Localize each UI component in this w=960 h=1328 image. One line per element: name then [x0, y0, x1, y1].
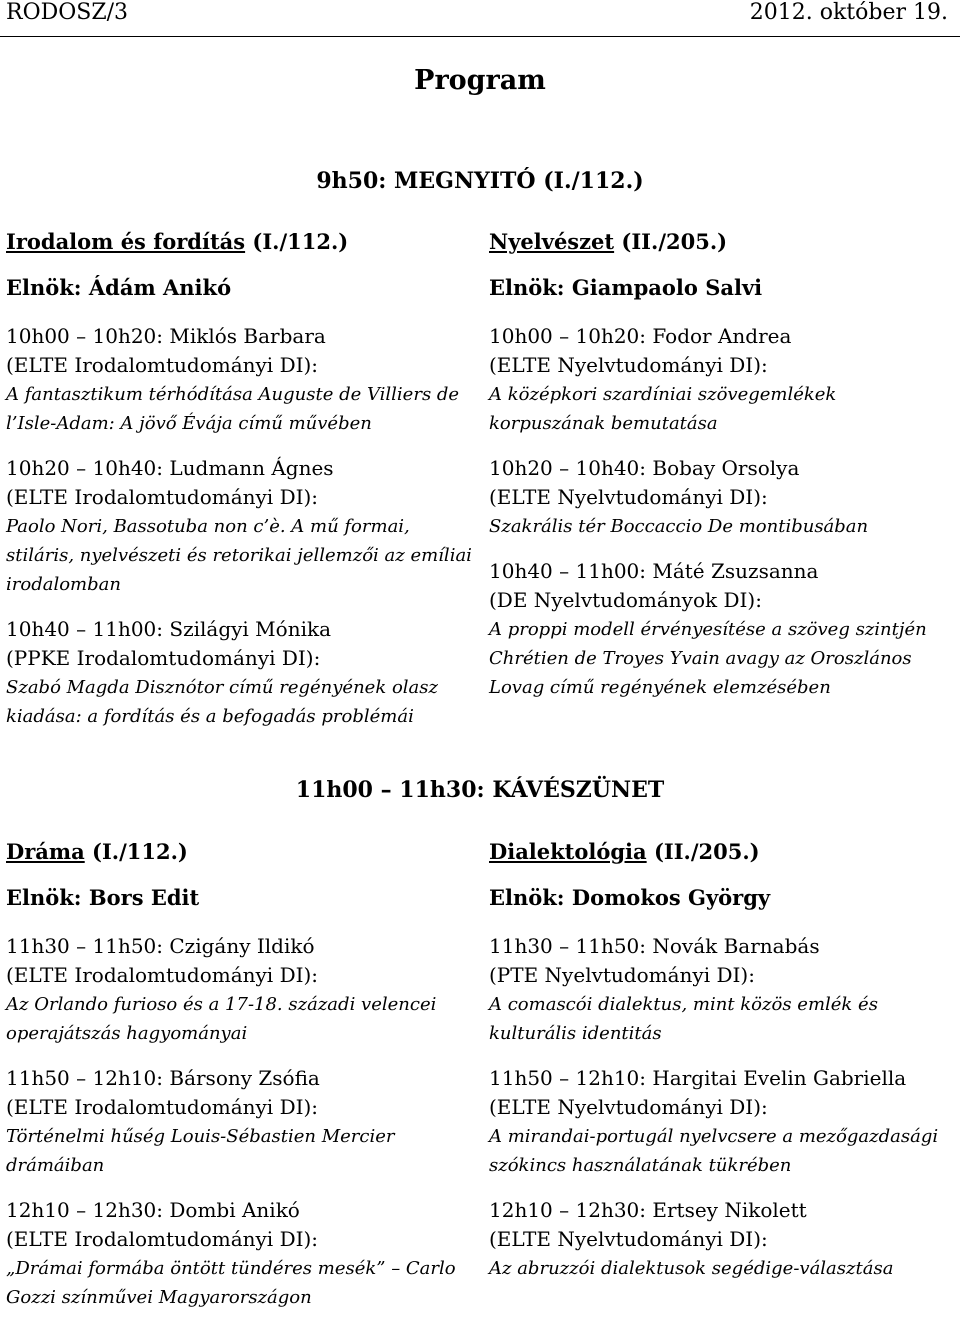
talk-title-line: A mirandai-portugál nyelvcsere a mezőgazdasági: [489, 1126, 939, 1147]
talk-time-speaker: 10h20 – 10h40: Bobay Orsolya: [489, 456, 800, 480]
talk-title-line: irodalomban: [6, 574, 121, 595]
talk-affiliation: (PTE Nyelvtudományi DI):: [489, 963, 755, 987]
talk-title-line: Gozzi színművei Magyarországon: [6, 1287, 312, 1308]
session-irodalom: [6, 230, 476, 747]
talk: [489, 1196, 959, 1283]
session-dialektologia: [489, 840, 959, 1299]
session-heading: [6, 230, 476, 276]
talk-affiliation: (DE Nyelvtudományok DI):: [489, 588, 762, 612]
talk: [489, 454, 959, 541]
header-left: RODOSZ/3: [6, 0, 129, 25]
talk-title-line: Az Orlando furioso és a 17-18. századi velencei: [6, 994, 437, 1015]
talk-title-line: l’Isle-Adam: A jövő Évája című művében: [6, 413, 372, 434]
talk-title-line: A fantasztikum térhódítása Auguste de Villiers de: [6, 384, 460, 405]
talk-time-speaker: 11h50 – 12h10: Bársony Zsófia: [6, 1066, 320, 1090]
talk: [6, 615, 476, 731]
talk-affiliation: (PPKE Irodalomtudományi DI):: [6, 646, 321, 670]
talk-title-line: A comascói dialektus, mint közös emlék és: [489, 994, 878, 1015]
session-heading: [6, 840, 476, 886]
session-room: (I./112.): [84, 839, 188, 864]
talk-title-line: kiadása: a fordítás és a befogadás problémái: [6, 706, 414, 727]
talk-title-line: drámáiban: [6, 1155, 105, 1176]
session-chair: Elnök: Ádám Anikó: [6, 275, 232, 300]
talk-title-line: Az abruzzói dialektusok segédige-választása: [489, 1258, 894, 1279]
talk-title-line: A proppi modell érvényesítése a szöveg szintjén: [489, 619, 927, 640]
talk-affiliation: (ELTE Nyelvtudományi DI):: [489, 485, 768, 509]
talk-affiliation: (ELTE Nyelvtudományi DI):: [489, 353, 768, 377]
session-name: Nyelvészet: [489, 229, 615, 254]
talk-time-speaker: 10h40 – 11h00: Szilágyi Mónika: [6, 617, 332, 641]
talk-affiliation: (ELTE Irodalomtudományi DI):: [6, 1095, 319, 1119]
session-name: Dráma: [6, 839, 85, 864]
session-room: (II./205.): [646, 839, 760, 864]
talk-title-line: korpuszának bemutatása: [489, 413, 718, 434]
page-title: Program: [414, 65, 546, 96]
talk: [6, 322, 476, 438]
talk: [489, 557, 959, 702]
talk-affiliation: (ELTE Nyelvtudományi DI):: [489, 1095, 768, 1119]
talk-time-speaker: 10h20 – 10h40: Ludmann Ágnes: [6, 456, 334, 480]
talk: [6, 1196, 476, 1312]
talk-time-speaker: 12h10 – 12h30: Dombi Anikó: [6, 1198, 300, 1222]
talk-title-line: stiláris, nyelvészeti és retorikai jellemzői az emíliai: [6, 545, 472, 566]
talk: [489, 1064, 959, 1180]
talk-time-speaker: 10h00 – 10h20: Miklós Barbara: [6, 324, 326, 348]
session-drama: [6, 840, 476, 1328]
talk-title-line: operajátszás hagyományai: [6, 1023, 248, 1044]
session-room: (I./112.): [245, 229, 349, 254]
talk-title-line: szókincs használatának tükrében: [489, 1155, 792, 1176]
talk-title-line: Chrétien de Troyes Yvain avagy az Oroszlános: [489, 648, 912, 669]
session-heading: [489, 230, 959, 276]
talk: [489, 322, 959, 438]
session-chair: Elnök: Bors Edit: [6, 885, 200, 910]
session-name: Dialektológia: [489, 839, 647, 864]
talk-affiliation: (ELTE Nyelvtudományi DI):: [489, 1227, 768, 1251]
talk: [6, 1064, 476, 1180]
session-nyelveszet: [489, 230, 959, 718]
session-heading: [489, 840, 959, 886]
talk: [6, 454, 476, 599]
talk-time-speaker: 11h50 – 12h10: Hargitai Evelin Gabriella: [489, 1066, 907, 1090]
talk-time-speaker: 10h00 – 10h20: Fodor Andrea: [489, 324, 792, 348]
talk: [6, 932, 476, 1048]
talk-title-line: Szabó Magda Disznótor című regényének olasz: [6, 677, 439, 698]
talk-title-line: Paolo Nori, Bassotuba non c’è. A mű formai,: [6, 516, 410, 537]
header-date: 2012. október 19.: [749, 0, 948, 25]
talk-time-speaker: 11h30 – 11h50: Czigány Ildikó: [6, 934, 315, 958]
talk-affiliation: (ELTE Irodalomtudományi DI):: [6, 963, 319, 987]
talk-title-line: kulturális identitás: [489, 1023, 662, 1044]
talk-affiliation: (ELTE Irodalomtudományi DI):: [6, 1227, 319, 1251]
talk-title-line: „Drámai formába öntött tündéres mesék” – Carlo: [6, 1258, 456, 1279]
talk-time-speaker: 11h30 – 11h50: Novák Barnabás: [489, 934, 820, 958]
talk-affiliation: (ELTE Irodalomtudományi DI):: [6, 485, 319, 509]
talk-title-line: Történelmi hűség Louis-Sébastien Mercier: [6, 1126, 395, 1147]
talk-time-speaker: 10h40 – 11h00: Máté Zsuzsanna: [489, 559, 819, 583]
session-chair: Elnök: Giampaolo Salvi: [489, 275, 763, 300]
page-header: [0, 0, 960, 37]
talk-title-line: A középkori szardíniai szövegemlékek: [489, 384, 837, 405]
talk-title-line: Lovag című regényének elemzésében: [489, 677, 831, 698]
session-chair: Elnök: Domokos György: [489, 885, 771, 910]
talk-affiliation: (ELTE Irodalomtudományi DI):: [6, 353, 319, 377]
coffee-break-banner: 11h00 – 11h30: KÁVÉSZÜNET: [295, 777, 665, 803]
talk: [489, 932, 959, 1048]
session-room: (II./205.): [614, 229, 728, 254]
talk-title-line: Szakrális tér Boccaccio De montibusában: [489, 516, 869, 537]
session-name: Irodalom és fordítás: [6, 229, 246, 254]
talk-time-speaker: 12h10 – 12h30: Ertsey Nikolett: [489, 1198, 807, 1222]
opening-banner: 9h50: MEGNYITÓ (I./112.): [316, 168, 644, 194]
